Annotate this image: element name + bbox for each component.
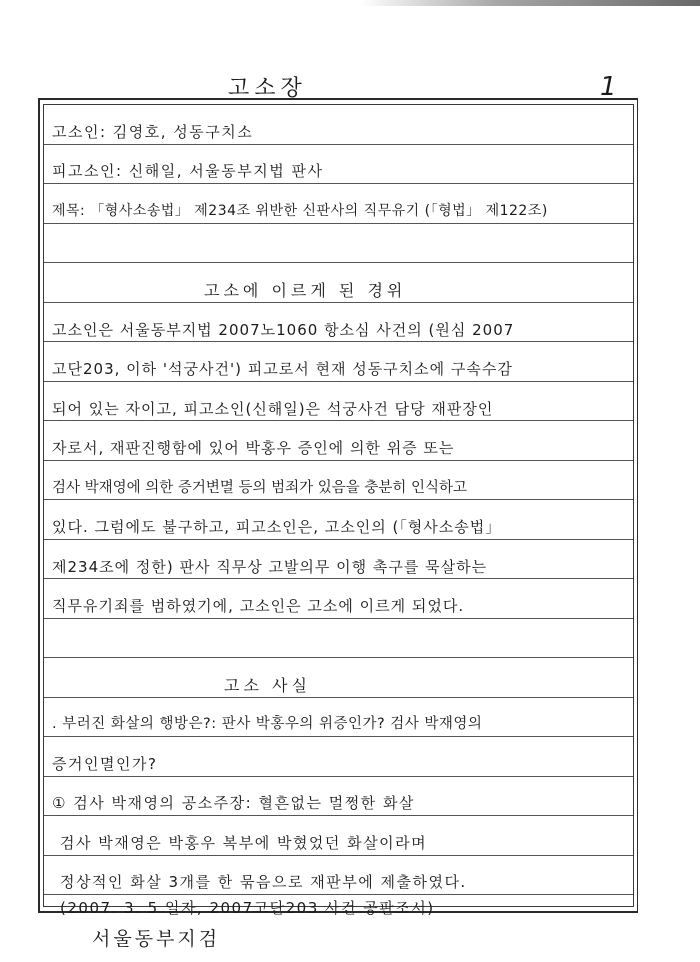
rule-line [44, 420, 633, 421]
rule-line [44, 262, 633, 263]
rule-line [44, 578, 633, 579]
background-line: 고단203, 이하 '석궁사건') 피고로서 현재 성동구치소에 구속수감 [52, 360, 513, 378]
rule-line [44, 618, 633, 619]
background-line: 자로서, 재판진행함에 있어 박홍우 증인에 의한 위증 또는 [52, 439, 455, 457]
accused-line: 피고소인: 신해일, 서울동부지법 판사 [52, 162, 324, 180]
background-heading: 고소에 이르게 된 경위 [204, 281, 407, 300]
page-title: 고소장 [228, 76, 307, 101]
page-number: 1 [600, 72, 617, 102]
rule-line [44, 539, 633, 540]
background-line: 있다. 그럼에도 불구하고, 피고소인은, 고소인의 (「형사소송법」 [52, 518, 502, 536]
background-line: 검사 박재영에 의한 증거변멸 등의 범죄가 있음을 충분히 인식하고 [52, 480, 468, 496]
facts-line: 증거인멸인가? [52, 755, 158, 773]
facts-line: (2007. 3. 5 일자, 2007고단203 사건 공판조서) [60, 899, 435, 917]
rule-line [44, 144, 633, 145]
facts-line: ① 검사 박재영의 공소주장: 혈흔없는 멀쩡한 화살 [52, 794, 415, 812]
facts-line: 검사 박재영은 박홍우 복부에 박혔었던 화살이라며 [60, 834, 428, 852]
rule-line [44, 302, 633, 303]
rule-line [44, 736, 633, 737]
subject-line: 제목: 「형사소송법」 제234조 위반한 신판사의 직무유기 (「형법」 제122조) [52, 203, 548, 219]
rule-line [44, 381, 633, 382]
rule-line [44, 815, 633, 816]
rule-line [44, 223, 633, 224]
rule-line [44, 657, 633, 658]
facts-line: 정상적인 화살 3개를 한 묶음으로 재판부에 제출하였다. [60, 873, 467, 891]
facts-heading: 고소 사실 [224, 676, 311, 695]
rule-line [44, 499, 633, 500]
complainant-line: 고소인: 김영호, 성동구치소 [52, 123, 254, 141]
background-line: 직무유기죄를 범하였기에, 고소인은 고소에 이르게 되었다. [52, 597, 465, 615]
rule-line [44, 894, 633, 895]
lined-sheet [38, 98, 638, 917]
rule-line [44, 697, 633, 698]
background-line: 제234조에 정한) 판사 직무상 고발의무 이행 촉구를 묵살하는 [52, 558, 488, 576]
rule-line [44, 776, 633, 777]
rule-line [44, 341, 633, 342]
rule-line [44, 855, 633, 856]
rule-line [44, 460, 633, 461]
scan-edge-shadow [360, 0, 700, 6]
rule-line [44, 183, 633, 184]
sheet-inner-frame [43, 104, 634, 917]
signature-text: 서울동부지검 [92, 928, 221, 950]
facts-line: . 부러진 화살의 행방은?: 판사 박홍우의 위증인가? 검사 박재영의 [52, 716, 483, 732]
background-line: 되어 있는 자이고, 피고소인(신해일)은 석궁사건 담당 재판장인 [52, 400, 494, 418]
background-line: 고소인은 서울동부지법 2007노1060 항소심 사건의 (원심 2007 [52, 321, 515, 339]
